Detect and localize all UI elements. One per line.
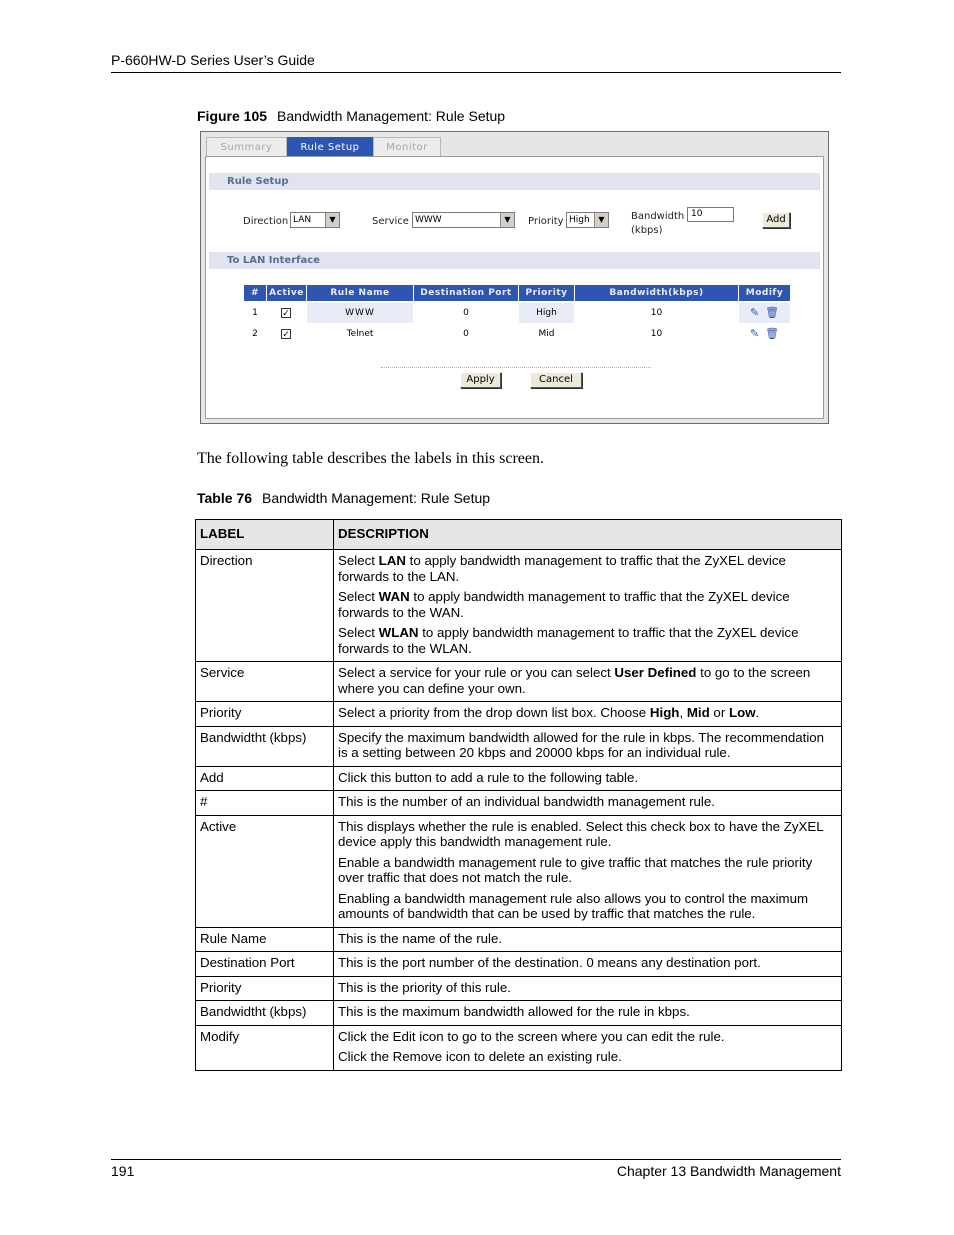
service-label: Service (372, 216, 409, 227)
chapter-title: Chapter 13 Bandwidth Management (616, 1163, 841, 1179)
row-number: 2 (252, 329, 258, 339)
row-description (334, 927, 842, 952)
footer-rule (111, 1159, 841, 1160)
table-row (196, 662, 842, 702)
modify-cell (739, 303, 790, 323)
description-paragraph: Select WAN to apply bandwidth management to traffic that the ZyXEL device forwards to the WAN. (338, 589, 790, 620)
table-row (196, 815, 842, 927)
description-paragraph: This is the maximum bandwidth allowed for the rule in kbps. (338, 1004, 690, 1019)
row-label: Rule Name (196, 927, 334, 952)
row-label: Add (196, 766, 334, 791)
row-description (334, 662, 842, 702)
edit-icon[interactable]: ✎ (749, 306, 760, 319)
bandwidth-label: Bandwidth (kbps) (631, 211, 685, 236)
tab-rule-setup[interactable]: Rule Setup (287, 137, 373, 156)
row-description (334, 952, 842, 977)
col-bandwidth: Bandwidth(kbps) (575, 285, 738, 301)
row-label: Destination Port (196, 952, 334, 977)
service-value: WWW (415, 215, 442, 225)
description-paragraph: Specify the maximum bandwidth allowed for the rule in kbps. The recommendation is a setting between 20 kbps and 20000 kbps for an individual rule. (338, 729, 825, 760)
row-label: Active (196, 815, 334, 927)
trash-icon[interactable]: 🗑 (765, 327, 780, 340)
page-number: 191 (111, 1163, 135, 1179)
row-number: 1 (252, 308, 258, 318)
table-row (196, 766, 842, 791)
row-description (334, 726, 842, 766)
priority-cell: High (519, 303, 574, 323)
row-label: Priority (196, 702, 334, 727)
table-number: Table 76 (197, 490, 252, 506)
destination-port-cell: 0 (463, 308, 469, 318)
row-label: Bandwidtht (kbps) (196, 1001, 334, 1026)
intro-paragraph: The following table describes the labels in this screen. (197, 450, 545, 467)
active-checkbox[interactable]: ✓ (282, 308, 290, 318)
description-paragraph: This is the number of an individual bandwidth management rule. (338, 794, 715, 809)
row-label: Service (196, 662, 334, 702)
priority-select[interactable] (566, 212, 609, 228)
figure-number: Figure 105 (197, 108, 268, 124)
row-label: # (196, 791, 334, 816)
priority-label: Priority (528, 216, 564, 227)
table-row (196, 550, 842, 662)
col-rule-name: Rule Name (307, 285, 413, 301)
row-description (334, 791, 842, 816)
description-paragraph: Select a service for your rule or you can select User Defined to go to the screen where you can define your own. (338, 665, 811, 696)
table-row (196, 702, 842, 727)
figure-caption (197, 108, 505, 124)
bandwidth-cell: 10 (650, 308, 663, 318)
row-description (334, 702, 842, 727)
table-row (196, 976, 842, 1001)
chevron-down-icon: ▼ (500, 213, 514, 227)
row-description (334, 976, 842, 1001)
bandwidth-cell: 10 (650, 329, 663, 339)
divider (381, 367, 651, 368)
tab-summary[interactable]: Summary (206, 137, 287, 156)
row-label: Bandwidtht (kbps) (196, 726, 334, 766)
rule-name-cell: WWW (307, 303, 413, 323)
description-paragraph: This displays whether the rule is enabled. Select this check box to have the ZyXEL device apply this bandwidth management rule. (338, 818, 824, 849)
description-paragraph: Enable a bandwidth management rule to give traffic that matches the rule priority over traffic that does not match the rule. (338, 854, 813, 885)
rule-name-cell: Telnet (346, 329, 374, 339)
row-label: Direction (196, 550, 334, 662)
edit-icon[interactable]: ✎ (749, 327, 760, 340)
destination-port-cell: 0 (463, 329, 469, 339)
col-priority: Priority (519, 285, 574, 301)
description-paragraph: Click this button to add a rule to the following table. (338, 769, 639, 785)
description-paragraph: Select LAN to apply bandwidth management to traffic that the ZyXEL device forwards to the LAN. (338, 553, 786, 584)
col-destination-port: Destination Port (414, 285, 518, 301)
description-paragraph: Enabling a bandwidth management rule also allows you to control the maximum amounts of bandwidth that can be used by traffic that matches the rule. (338, 890, 809, 921)
description-paragraph: This is the port number of the destination. 0 means any destination port. (338, 955, 761, 970)
cancel-button[interactable]: Cancel (530, 372, 582, 388)
running-header: P-660HW-D Series User’s Guide (111, 52, 315, 68)
col-modify: Modify (739, 285, 790, 301)
active-checkbox[interactable]: ✓ (282, 329, 290, 339)
direction-label: Direction (243, 216, 289, 227)
header-description: DESCRIPTION (334, 520, 842, 550)
header-rule (111, 72, 841, 73)
label-description-table (195, 519, 842, 1071)
bandwidth-input[interactable]: 10 (687, 207, 734, 222)
table-row (196, 726, 842, 766)
row-description (334, 815, 842, 927)
trash-icon[interactable]: 🗑 (765, 306, 780, 319)
tab-monitor[interactable]: Monitor (373, 137, 441, 156)
table-row (196, 791, 842, 816)
chevron-down-icon: ▼ (594, 213, 608, 227)
description-paragraph: Select WLAN to apply bandwidth management to traffic that the ZyXEL device forwards to the WLAN. (338, 625, 799, 656)
section-rule-setup: Rule Setup (209, 173, 820, 190)
table-header-row (196, 520, 842, 550)
row-description (334, 766, 842, 791)
row-label: Priority (196, 976, 334, 1001)
row-description (334, 550, 842, 662)
chevron-down-icon: ▼ (325, 213, 339, 227)
priority-value: High (569, 215, 590, 225)
table-body (196, 550, 842, 1071)
direction-select[interactable] (290, 212, 340, 228)
table-row (196, 1001, 842, 1026)
modify-cell (739, 324, 790, 344)
description-paragraph: Click the Remove icon to delete an existing rule. (338, 1049, 622, 1064)
table-title: Bandwidth Management: Rule Setup (262, 490, 491, 506)
figure-title: Bandwidth Management: Rule Setup (277, 108, 506, 124)
description-paragraph: Click the Edit icon to go to the screen where you can edit the rule. (338, 1028, 725, 1044)
rule-setup-screenshot (200, 131, 829, 424)
table-row (196, 952, 842, 977)
priority-cell: Mid (538, 329, 555, 339)
table-row (196, 1025, 842, 1070)
description-paragraph: This is the name of the rule. (338, 930, 503, 946)
description-paragraph: Select a priority from the drop down list box. Choose High, Mid or Low. (338, 705, 760, 720)
row-description (334, 1025, 842, 1070)
header-label: LABEL (196, 520, 334, 550)
direction-value: LAN (293, 215, 312, 225)
col-number: # (244, 285, 266, 301)
section-to-lan-interface: To LAN Interface (209, 252, 820, 269)
apply-button[interactable]: Apply (460, 372, 501, 388)
table-row (196, 927, 842, 952)
table-caption (197, 490, 490, 506)
col-active: Active (267, 285, 306, 301)
row-label: Modify (196, 1025, 334, 1070)
row-description (334, 1001, 842, 1026)
add-button[interactable]: Add (762, 212, 790, 228)
service-select[interactable] (412, 212, 515, 228)
description-paragraph: This is the priority of this rule. (338, 979, 511, 995)
rule-setup-panel (205, 156, 824, 419)
